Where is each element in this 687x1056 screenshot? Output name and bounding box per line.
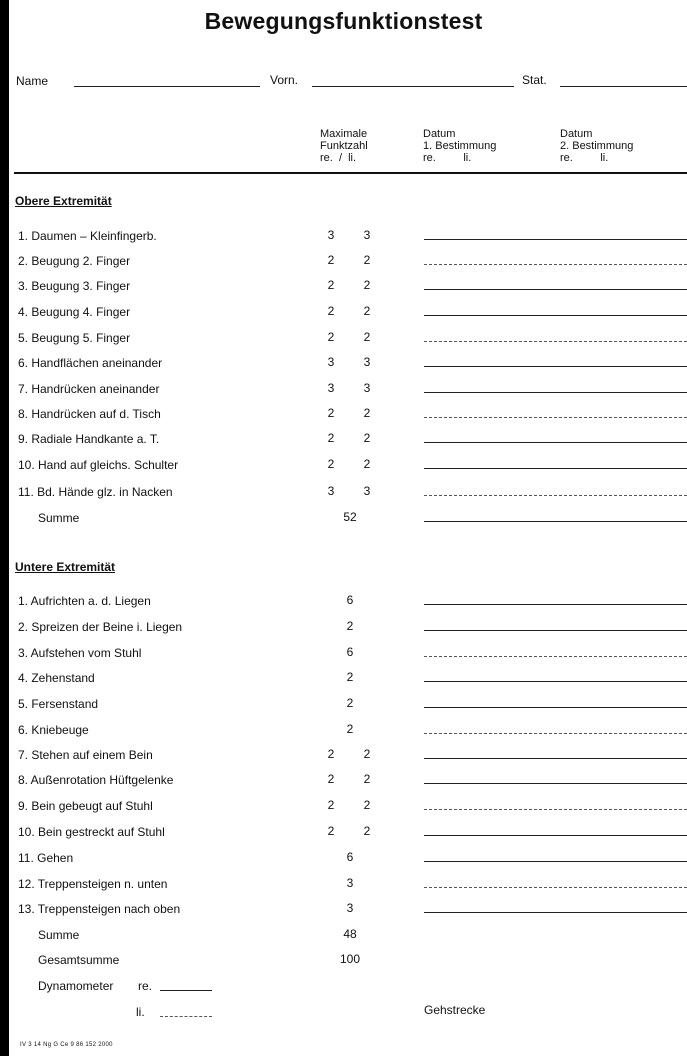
lower-row-label: 5. Fersenstand xyxy=(18,697,99,711)
lower-sum-value: 48 xyxy=(343,927,357,941)
lower-row-entry-line[interactable] xyxy=(424,912,687,913)
upper-row-max-li: 2 xyxy=(363,304,371,318)
lower-row-entry-line[interactable] xyxy=(424,707,687,708)
upper-row-max-re: 3 xyxy=(327,355,335,369)
lower-row-entry-line[interactable] xyxy=(424,630,687,631)
lower-row-max: 3 xyxy=(346,901,354,915)
upper-row-max-li: 2 xyxy=(363,457,371,471)
upper-row-max-re: 2 xyxy=(327,406,335,420)
lower-row-max: 2 xyxy=(346,696,354,710)
upper-row-entry-line[interactable] xyxy=(424,392,687,393)
upper-sum-line[interactable] xyxy=(424,521,687,522)
date2-column-header: Datum 2. Bestimmung re. li. xyxy=(560,128,634,164)
lower-row-entry-line[interactable] xyxy=(424,809,687,810)
upper-row-max-li: 2 xyxy=(363,330,371,344)
upper-row-entry-line[interactable] xyxy=(424,289,687,290)
upper-row-max-re: 2 xyxy=(327,457,335,471)
upper-row-label: 3. Beugung 3. Finger xyxy=(18,279,131,293)
stat-field[interactable] xyxy=(560,86,687,87)
lower-row-max-re: 2 xyxy=(327,824,335,838)
upper-row-max-li: 3 xyxy=(363,355,371,369)
vorn-field[interactable] xyxy=(312,86,514,87)
header-rule xyxy=(14,172,687,174)
lower-row-max: 3 xyxy=(346,876,354,890)
upper-row-max-li: 3 xyxy=(363,484,371,498)
upper-row-max-re: 3 xyxy=(327,484,335,498)
lower-row-label: 13. Treppensteigen nach oben xyxy=(18,902,181,916)
lower-row-label: 9. Bein gebeugt auf Stuhl xyxy=(18,799,153,813)
name-label: Name xyxy=(16,74,49,88)
lower-row-label: 6. Kniebeuge xyxy=(18,723,89,737)
lower-row-max-re: 2 xyxy=(327,772,335,786)
upper-row-label: 6. Handflächen aneinander xyxy=(18,356,163,370)
upper-row-max-li: 2 xyxy=(363,431,371,445)
lower-row-label: 7. Stehen auf einem Bein xyxy=(18,748,153,762)
stat-label: Stat. xyxy=(522,73,547,87)
date1-column-header: Datum 1. Bestimmung re. li. xyxy=(423,128,497,164)
lower-row-label: 4. Zehenstand xyxy=(18,671,95,685)
lower-row-entry-line[interactable] xyxy=(424,861,687,862)
upper-row-entry-line[interactable] xyxy=(424,315,687,316)
lower-row-entry-line[interactable] xyxy=(424,835,687,836)
upper-row-label: 5. Beugung 5. Finger xyxy=(18,331,131,345)
upper-sum-label: Summe xyxy=(38,511,80,525)
upper-row-max-li: 2 xyxy=(363,278,371,292)
lower-row-entry-line[interactable] xyxy=(424,758,687,759)
upper-row-entry-line[interactable] xyxy=(424,442,687,443)
upper-row-label: 2. Beugung 2. Finger xyxy=(18,254,131,268)
upper-row-entry-line[interactable] xyxy=(424,417,687,418)
upper-row-entry-line[interactable] xyxy=(424,239,687,240)
upper-sum-value: 52 xyxy=(343,510,357,524)
upper-row-entry-line[interactable] xyxy=(424,468,687,469)
total-label: Gesamtsumme xyxy=(38,953,120,967)
lower-row-max-re: 2 xyxy=(327,747,335,761)
dynamometer-li-label: li. xyxy=(136,1005,145,1019)
dynamometer-re-field[interactable] xyxy=(160,990,212,991)
upper-row-label: 7. Handrücken aneinander xyxy=(18,382,160,396)
upper-row-entry-line[interactable] xyxy=(424,366,687,367)
gehstrecke-label: Gehstrecke xyxy=(424,1003,486,1017)
upper-row-label: 9. Radiale Handkante a. T. xyxy=(18,432,160,446)
upper-row-label: 4. Beugung 4. Finger xyxy=(18,305,131,319)
form-footer-code: IV 3 14 Ng G Ce 9 86 152 2000 xyxy=(20,1042,113,1048)
upper-row-max-li: 2 xyxy=(363,253,371,267)
lower-row-entry-line[interactable] xyxy=(424,604,687,605)
lower-row-label: 10. Bein gestreckt auf Stuhl xyxy=(18,825,165,839)
page-title: Bewegungsfunktionstest xyxy=(204,8,483,34)
upper-row-label: 1. Daumen – Kleinfingerb. xyxy=(18,229,157,243)
dynamometer-label: Dynamometer xyxy=(38,979,114,993)
lower-row-label: 12. Treppensteigen n. unten xyxy=(18,877,168,891)
upper-row-max-re: 2 xyxy=(327,304,335,318)
lower-row-entry-line[interactable] xyxy=(424,681,687,682)
lower-row-label: 2. Spreizen der Beine i. Liegen xyxy=(18,620,183,634)
lower-row-label: 3. Aufstehen vom Stuhl xyxy=(18,646,142,660)
upper-row-max-re: 3 xyxy=(327,228,335,242)
upper-row-entry-line[interactable] xyxy=(424,341,687,342)
upper-section-title: Obere Extremität xyxy=(15,194,112,208)
upper-row-max-re: 2 xyxy=(327,330,335,344)
dynamometer-re-label: re. xyxy=(138,979,153,993)
upper-row-entry-line[interactable] xyxy=(424,264,687,265)
lower-row-max: 6 xyxy=(346,593,354,607)
lower-row-max: 2 xyxy=(346,619,354,633)
upper-row-max-li: 3 xyxy=(363,228,371,242)
name-field[interactable] xyxy=(74,86,260,87)
lower-row-label: 11. Gehen xyxy=(18,851,74,865)
lower-row-max-li: 2 xyxy=(363,798,371,812)
vorn-label: Vorn. xyxy=(270,73,299,87)
dynamometer-li-field[interactable] xyxy=(160,1016,212,1017)
upper-row-label: 10. Hand auf gleichs. Schulter xyxy=(18,458,179,472)
lower-sum-label: Summe xyxy=(38,928,80,942)
scan-edge xyxy=(0,0,9,1056)
upper-row-entry-line[interactable] xyxy=(424,495,687,496)
upper-row-max-li: 2 xyxy=(363,406,371,420)
upper-row-max-re: 3 xyxy=(327,381,335,395)
lower-row-entry-line[interactable] xyxy=(424,733,687,734)
lower-row-entry-line[interactable] xyxy=(424,783,687,784)
lower-row-max-li: 2 xyxy=(363,824,371,838)
lower-row-max-li: 2 xyxy=(363,747,371,761)
upper-row-max-li: 3 xyxy=(363,381,371,395)
lower-row-label: 8. Außenrotation Hüftgelenke xyxy=(18,773,174,787)
lower-row-entry-line[interactable] xyxy=(424,887,687,888)
lower-row-max: 2 xyxy=(346,670,354,684)
max-column-header: Maximale Funktzahl re. / li. xyxy=(320,128,368,164)
lower-row-max-re: 2 xyxy=(327,798,335,812)
upper-row-max-re: 2 xyxy=(327,253,335,267)
lower-row-max-li: 2 xyxy=(363,772,371,786)
lower-row-entry-line[interactable] xyxy=(424,656,687,657)
lower-row-max: 2 xyxy=(346,722,354,736)
lower-row-max: 6 xyxy=(346,850,354,864)
lower-row-label: 1. Aufrichten a. d. Liegen xyxy=(18,594,151,608)
total-value: 100 xyxy=(340,952,361,966)
upper-row-label: 11. Bd. Hände glz. in Nacken xyxy=(18,485,173,499)
lower-section-title: Untere Extremität xyxy=(15,560,116,574)
upper-row-max-re: 2 xyxy=(327,431,335,445)
upper-row-max-re: 2 xyxy=(327,278,335,292)
upper-row-label: 8. Handrücken auf d. Tisch xyxy=(18,407,161,421)
lower-row-max: 6 xyxy=(346,645,354,659)
